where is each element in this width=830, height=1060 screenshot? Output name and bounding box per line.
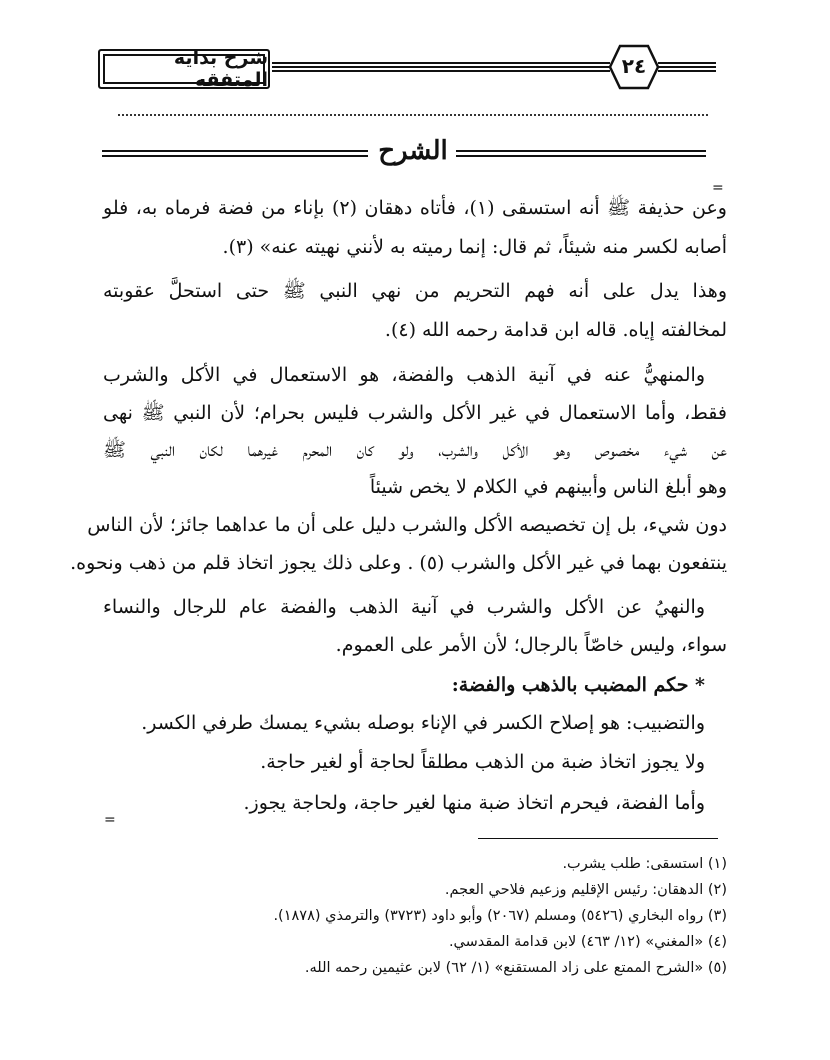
body-line: وهذا يدل على أنه فهم التحريم من نهي النبي ﷺ حتى استحلَّ عقوبته: [103, 280, 727, 302]
page-number: ٢٤: [621, 54, 647, 78]
body-line: لمخالفته إياه. قاله ابن قدامة رحمه الله (٤).: [384, 319, 727, 341]
section-rule-left: [102, 150, 368, 160]
footnote: (١) استسقى: طلب يشرب.: [562, 856, 727, 872]
footnote-rule: [478, 838, 718, 839]
footnote: (٥) «الشرح الممتع على زاد المستقنع» (١/ ٦٢) لابن عثيمين رحمه الله.: [304, 960, 727, 976]
body-line: وعن حذيفة ﷺ أنه استسقى (١)، فأتاه دهقان (٢) بإناء من فضة فرماه به، فلو: [103, 197, 727, 219]
header-rule-right: [658, 62, 716, 74]
page-number-badge: [608, 44, 660, 90]
body-line: ولا يجوز اتخاذ ضبة من الذهب مطلقاً لحاجة أو لغير حاجة.: [260, 751, 705, 773]
body-line: سواء، وليس خاصّاً بالرجال؛ لأن الأمر على العموم.: [335, 634, 727, 656]
footnote: (٣) رواه البخاري (٥٤٢٦) ومسلم (٢٠٦٧) وأبو داود (٣٧٢٣) والترمذي (١٨٧٨).: [273, 908, 727, 924]
section-title: الشرح: [378, 136, 448, 166]
body-line: فقط، وأما الاستعمال في غير الأكل والشرب فليس بحرام؛ لأن النبي ﷺ نهى: [103, 402, 727, 424]
body-line: والتضبيب: هو إصلاح الكسر في الإناء بوصله بشيء يمسك طرفي الكسر.: [141, 712, 705, 734]
body-line: وهو أبلغ الناس وأبينهم في الكلام لا يخص شيئاً: [369, 476, 727, 498]
body-line: أصابه لكسر منه شيئاً، ثم قال: إنما رميته به لأنني نهيته عنه» (٣).: [222, 236, 727, 258]
body-line: دون شيء، بل إن تخصيصه الأكل والشرب دليل على أن ما عداهما جائز؛ لأن الناس: [87, 514, 727, 536]
margin-mark-bottom: =: [104, 812, 116, 828]
margin-mark-top: =: [712, 180, 724, 196]
book-title: شرح بداية المتفقه: [173, 47, 268, 91]
footnote: (٤) «المغني» (١٢/ ٤٦٣) لابن قدامة المقدسي.: [448, 934, 727, 950]
body-line: والنهيُ عن الأكل والشرب في آنية الذهب والفضة عام للرجال والنساء: [103, 596, 705, 618]
dotted-separator: [118, 114, 708, 122]
body-line: والمنهيُّ عنه في آنية الذهب والفضة، هو الاستعمال في الأكل والشرب: [103, 364, 705, 386]
body-line: ينتفعون بهما في غير الأكل والشرب (٥) . وعلى ذلك يجوز اتخاذ قلم من ذهب ونحوه.: [70, 552, 727, 574]
section-rule-right: [456, 150, 706, 160]
subheading: * حكم المضبب بالذهب والفضة:: [451, 674, 705, 696]
header-rule-left: [272, 62, 610, 74]
footnote: (٢) الدهقان: رئيس الإقليم وزعيم فلاحي العجم.: [444, 882, 727, 898]
body-line: عن شيء مخصوص وهو الأكل والشرب، ولو كان المحرم غيرهما لكان النبي ﷺ: [103, 439, 727, 461]
book-title-box: [98, 49, 270, 89]
body-line: وأما الفضة، فيحرم اتخاذ ضبة منها لغير حاجة، ولحاجة يجوز.: [243, 792, 705, 814]
